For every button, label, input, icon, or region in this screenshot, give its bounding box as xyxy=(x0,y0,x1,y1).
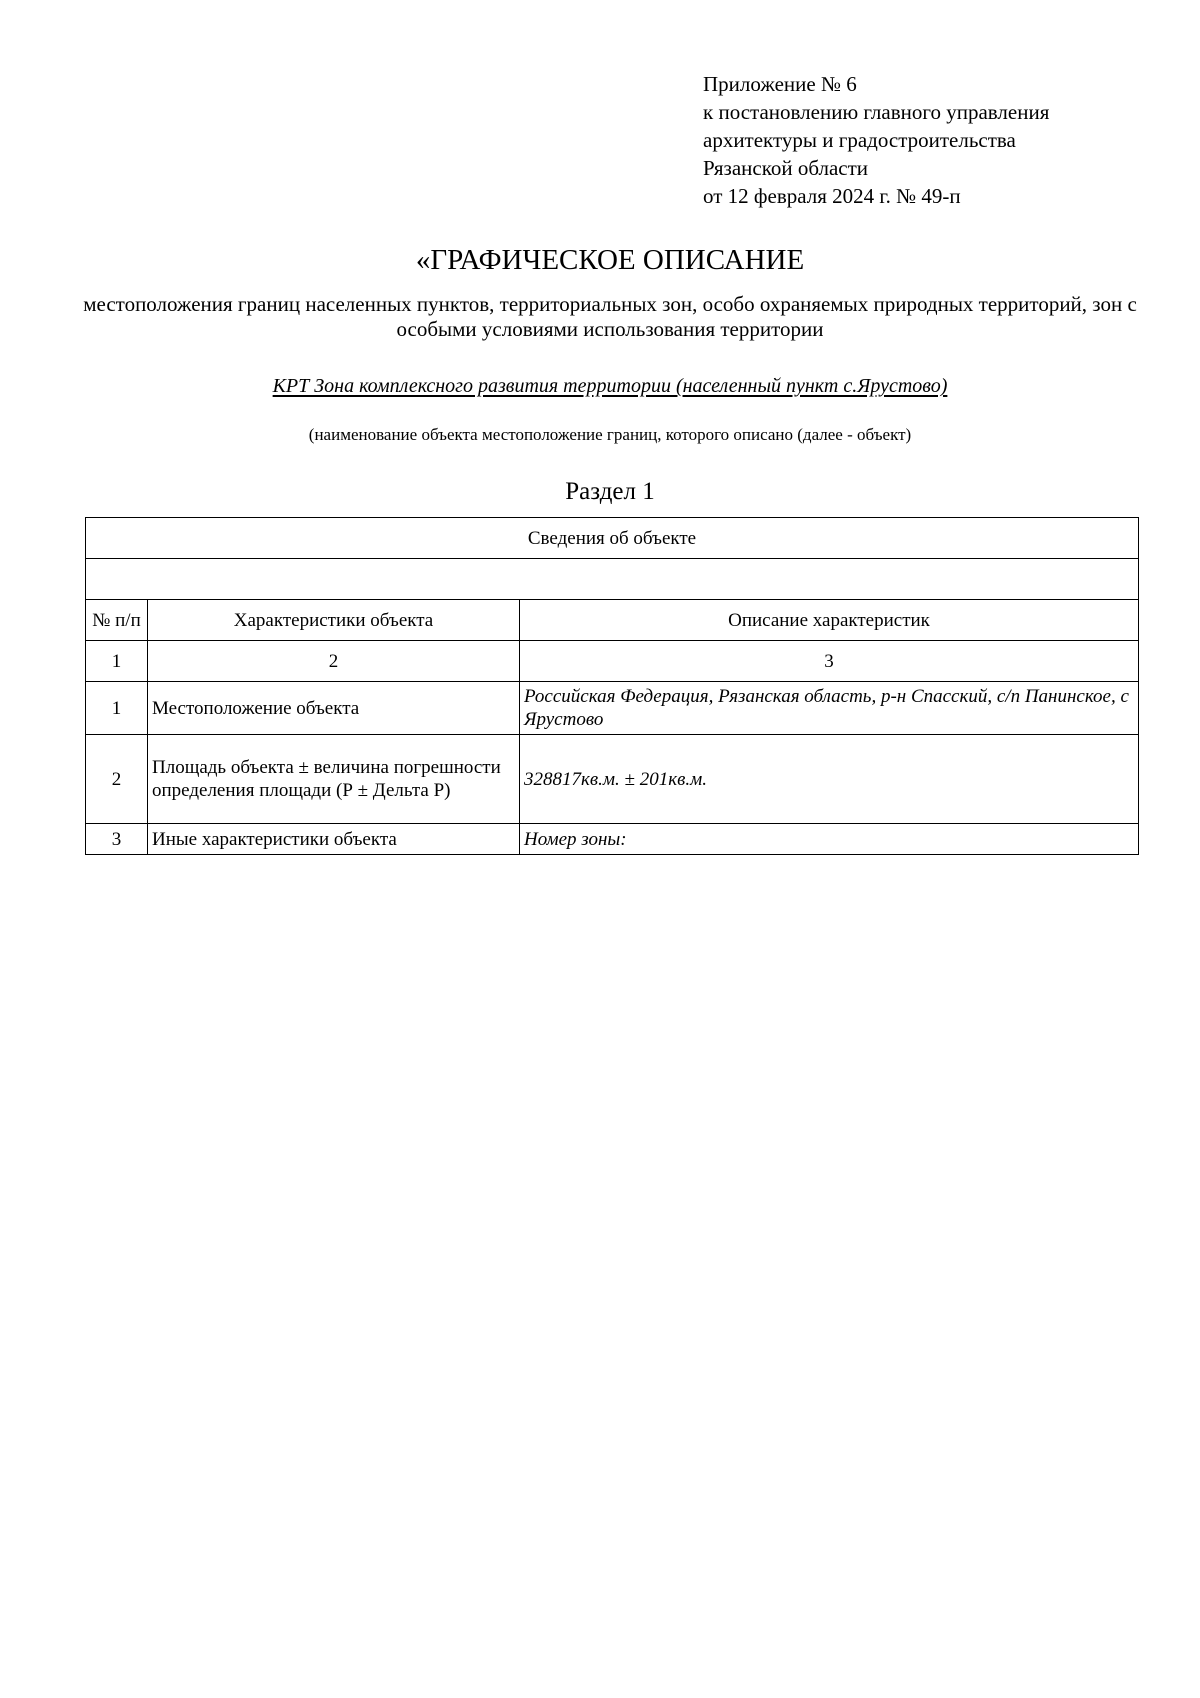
appendix-line: к постановлению главного управления xyxy=(703,100,1050,124)
row-description: Российская Федерация, Рязанская область, р-н Спасский, с/п Панинское, с Ярустово xyxy=(520,682,1139,735)
object-name-hint: (наименование объекта местоположение границ, которого описано (далее - объект) xyxy=(308,425,912,444)
document-subtitle: местоположения границ населенных пунктов, территориальных зон, особо охраняемых природных территорий, зон с особыми условиями использования территории xyxy=(83,292,1137,341)
row-number: 1 xyxy=(86,682,148,735)
appendix-line: от 12 февраля 2024 г. № 49-п xyxy=(703,184,961,208)
row-characteristic: Иные характеристики объекта xyxy=(148,824,520,855)
header-cell-number: № п/п xyxy=(86,600,148,641)
appendix-line: Рязанской области xyxy=(703,156,869,180)
table-empty-cell xyxy=(86,559,1139,600)
section-heading: Раздел 1 xyxy=(565,478,655,505)
object-name: КРТ Зона комплексного развития территории (населенный пункт с.Ярустово) xyxy=(272,375,948,397)
row-characteristic: Площадь объекта ± величина погрешности определения площади (Р ± Дельта Р) xyxy=(148,735,520,824)
document-title: «ГРАФИЧЕСКОЕ ОПИСАНИЕ xyxy=(415,244,805,276)
header-cell-characteristic: Характеристики объекта xyxy=(148,600,520,641)
table-row xyxy=(86,735,1139,824)
table-caption: Сведения об объекте xyxy=(86,518,1139,559)
column-number-cell: 2 xyxy=(148,641,520,682)
appendix-line: архитектуры и градостроительства xyxy=(703,128,1016,152)
row-number: 2 xyxy=(86,735,148,824)
table-row xyxy=(86,824,1139,855)
appendix-line: Приложение № 6 xyxy=(703,72,857,96)
row-description: 328817кв.м. ± 201кв.м. xyxy=(520,735,1139,824)
table-column-numbers-row xyxy=(86,641,1139,682)
table-row xyxy=(86,682,1139,735)
row-description: Номер зоны: xyxy=(520,824,1139,855)
object-info-table xyxy=(85,517,1139,855)
table-caption-row xyxy=(86,518,1139,559)
row-characteristic: Местоположение объекта xyxy=(148,682,520,735)
column-number-cell: 1 xyxy=(86,641,148,682)
table-empty-row xyxy=(86,559,1139,600)
column-number-cell: 3 xyxy=(520,641,1139,682)
header-cell-description: Описание характеристик xyxy=(520,600,1139,641)
row-number: 3 xyxy=(86,824,148,855)
object-name-line xyxy=(0,374,1200,398)
table-header-row xyxy=(86,600,1139,641)
appendix-block xyxy=(703,70,1173,210)
